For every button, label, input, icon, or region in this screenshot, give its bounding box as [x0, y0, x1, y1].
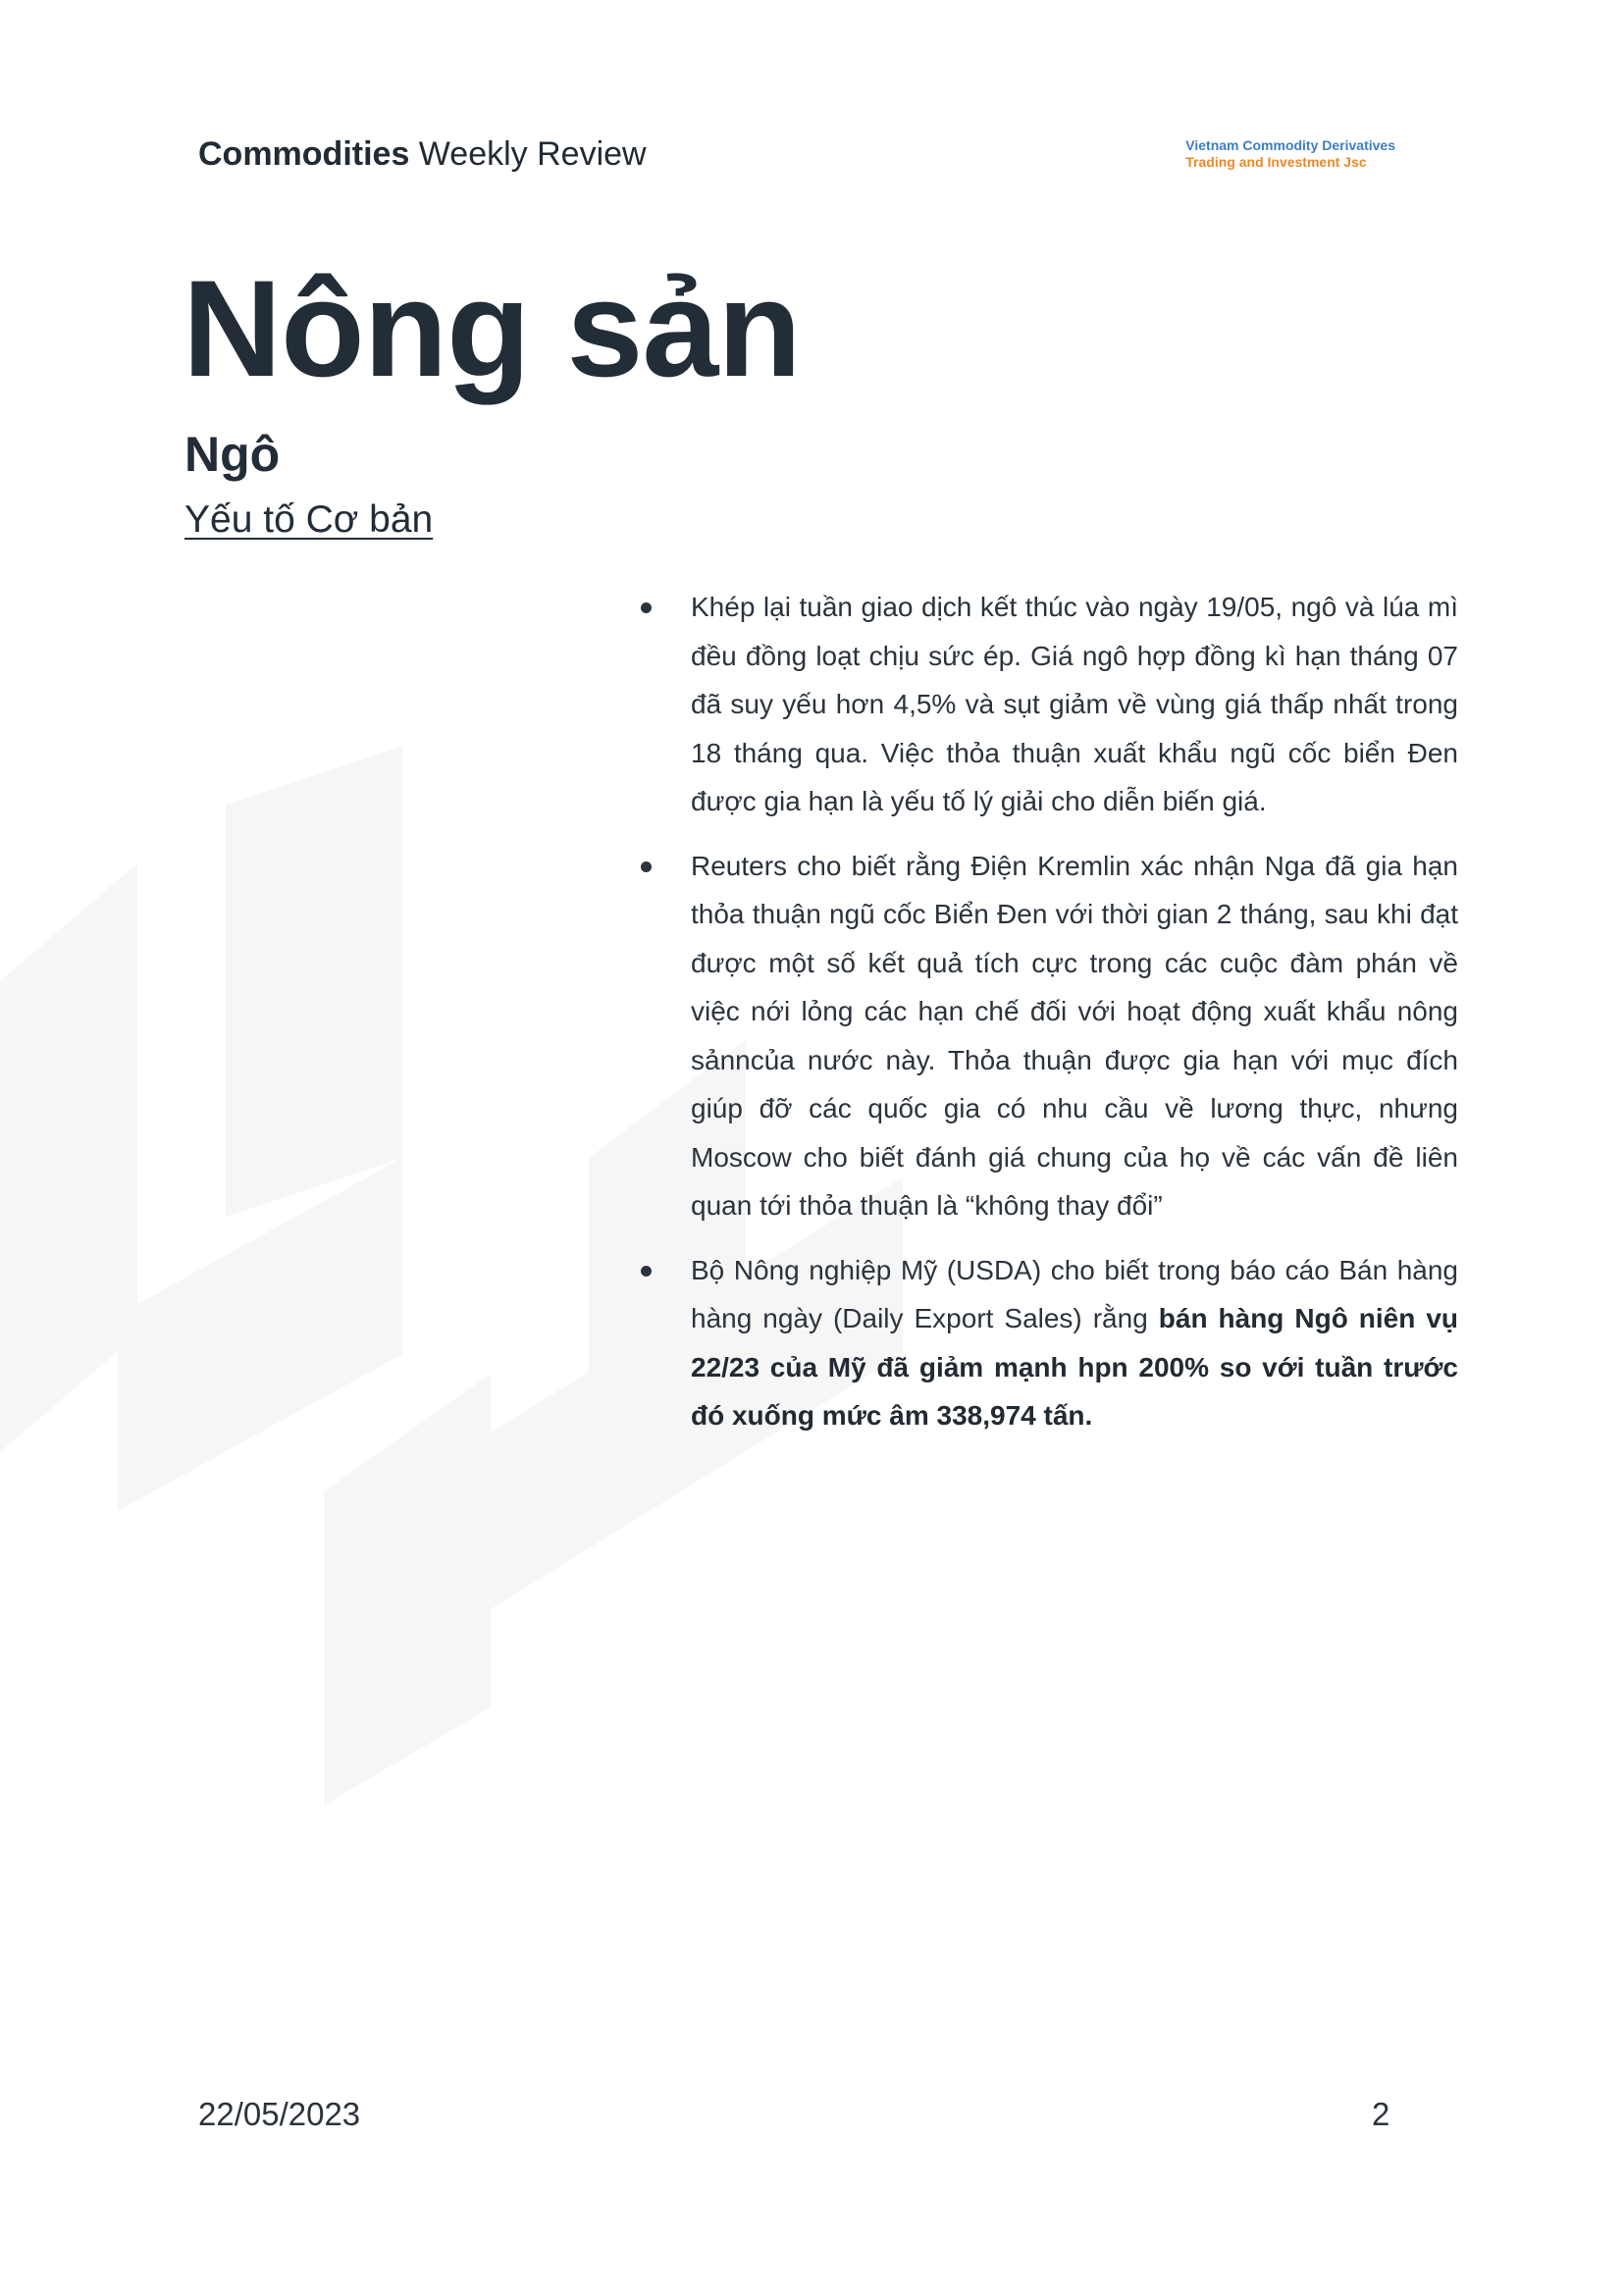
report-title [198, 135, 647, 174]
page-number: 2 [1372, 2096, 1390, 2132]
page-subtitle: Ngô [184, 427, 281, 482]
page-header [198, 135, 1425, 194]
section-heading: Yếu tố Cơ bản [184, 498, 434, 541]
footer-date: 22/05/2023 [198, 2096, 361, 2132]
bullet-list [638, 583, 1458, 1456]
report-title-bold: Commodities [198, 135, 410, 173]
company-name-line1: Vietnam Commodity Derivatives [1185, 137, 1395, 153]
company-name-line2: Trading and Investment Jsc [1185, 154, 1367, 170]
bullet-item [638, 583, 1458, 826]
page-title: Nông sản [183, 251, 801, 405]
bullet-dot-icon [641, 1266, 652, 1277]
report-title-rest: Weekly Review [409, 135, 647, 173]
bullet-text: Bộ Nông nghiệp Mỹ (USDA) cho biết trong báo cáo Bán hàng hàng ngày (Daily Export Sales) rằng [691, 1254, 1458, 1333]
bullet-item [638, 842, 1458, 1230]
bullet-item [638, 1246, 1458, 1440]
bullet-text: Reuters cho biết rằng Điện Kremlin xác nhận Nga đã gia hạn thỏa thuận ngũ cốc Biển Đen với thời gian 2 tháng, sau khi đạt được một số kết quả tích cực trong các cuộc đàm phán về việc nới lỏng các hạn chế đối với hoạt động xuất khẩu nông sảnncủa nước này. Thỏa thuận được gia hạn với mục đích giúp đỡ các quốc gia có nhu cầu về lương thực, nhưng Moscow cho biết đánh giá chung của họ về các vấn đề liên quan tới thỏa thuận là “không thay đổi” [691, 850, 1458, 1221]
company-logo-text [1185, 137, 1395, 171]
bullet-dot-icon [641, 861, 652, 872]
bullet-text: Khép lại tuần giao dịch kết thúc vào ngày 19/05, ngô và lúa mì đều đồng loạt chịu sức ép. Giá ngô hợp đồng kì hạn tháng 07 đã suy yếu hơn 4,5% và sụt giảm về vùng giá thấp nhất trong 18 tháng qua. Việc thỏa thuận xuất khẩu ngũ cốc biển Đen được gia hạn là yếu tố lý giải cho diễn biến giá. [691, 592, 1458, 816]
bullet-dot-icon [641, 602, 652, 613]
bullet-bold-text: bán hàng Ngô niên vụ 22/23 của Mỹ đã giảm mạnh hpn 200% so với tuần trước đó xuống mức âm 338,974 tấn. [691, 1303, 1458, 1431]
